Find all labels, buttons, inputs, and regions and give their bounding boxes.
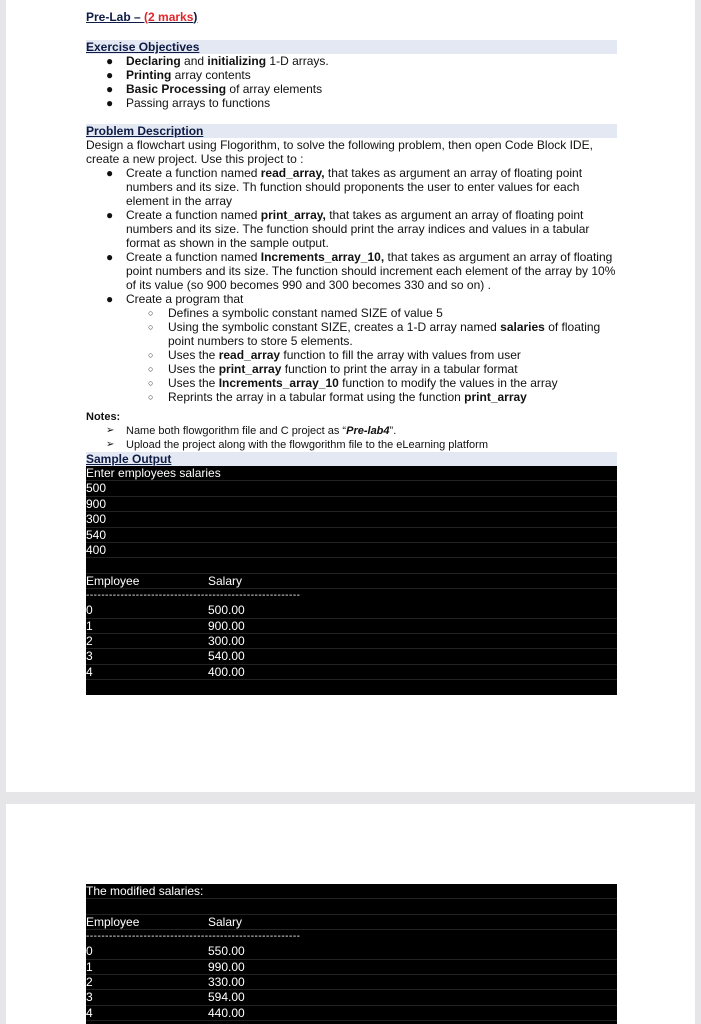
- problem-item: ● Create a function named Increments_array_10, that takes as argument an array of floating point numbers and its size. The function should increment each element of the array by 10% of its value (so 900 becomes 990 and 300 becomes 330 and so on) .: [106, 250, 616, 292]
- objective-item: ● Printing array contents: [106, 68, 251, 82]
- program-subitem: ○ Reprints the array in a tabular format using the function print_array: [148, 390, 527, 404]
- console-input: 900: [86, 497, 617, 512]
- notes-heading: Notes:: [86, 411, 121, 423]
- document-page-2: [6, 804, 695, 1024]
- objective-item: ● Basic Processing of array elements: [106, 82, 323, 96]
- page2-content: [86, 884, 617, 1024]
- modified-table-header: [86, 915, 617, 930]
- console-row: 4 400.00: [86, 665, 617, 680]
- modified-title: The modified salaries:: [86, 884, 617, 899]
- page1-content: [86, 10, 617, 695]
- problem-intro: Design a flowchart using Flogorithm, to solve the following problem, then open Code Block IDE, create a new project. Use this project to :: [86, 138, 593, 166]
- program-subitem: ○ Uses the read_array function to fill the array with values from user: [148, 348, 521, 362]
- prelab-close: ): [193, 10, 198, 24]
- objectives-list: [106, 54, 617, 110]
- console-divider: --------------------------------------------------------: [86, 931, 301, 943]
- console-input: 500: [86, 481, 617, 496]
- console-row: 1 900.00: [86, 619, 617, 634]
- problem-item: ● Create a function named read_array, that takes as argument an array of floating point numbers and its size. Th function should proponents the user to enter values for each element in the array: [106, 166, 583, 208]
- console-input: 300: [86, 512, 617, 527]
- console-row: 2 300.00: [86, 634, 617, 649]
- console-row: 3 594.00: [86, 990, 617, 1005]
- employee-column-header: Employee: [86, 914, 140, 929]
- note-item: ➢ Name both flowgorithm file and C project as “Pre-lab4”.: [106, 425, 397, 437]
- sample-output-heading: Sample Output: [86, 452, 617, 466]
- problem-item: ● Create a function named print_array, that takes as argument an array of floating point numbers and its size. The function should print the array indices and values in a tabular format as shown in the sample output.: [106, 208, 590, 250]
- console-row: 4 440.00: [86, 1006, 617, 1021]
- objective-item: ● Declaring and initializing 1-D arrays.: [106, 54, 329, 68]
- console-row: 2 330.00: [86, 975, 617, 990]
- objectives-heading: Exercise Objectives: [86, 40, 617, 54]
- console-row: 0 500.00: [86, 603, 617, 618]
- prelab-header: [86, 10, 617, 28]
- console-blank: [86, 899, 617, 914]
- console-input: 540: [86, 528, 617, 543]
- document-page-1: [6, 0, 695, 792]
- problem-item: ● Create a program that ○ Defines a symbolic constant named SIZE of value 5 ○ Using the symbolic constant SIZE, creates a 1-D array named salaries of floating point numbers to store 5 elements. ○ Uses the read_array function to fill the array with values from user ○ Uses the print_array function to print the array in a tabular format ○ Uses the Increments_array_10 function to modify the values in the array ○ Reprints the array in a tabular format using the function print_array: [106, 292, 617, 404]
- problem-heading: Problem Description: [86, 124, 617, 138]
- program-subitem: ○ Uses the print_array function to print the array in a tabular format: [148, 362, 518, 376]
- console-row: 3 540.00: [86, 649, 617, 664]
- prelab-title: Pre-Lab –: [86, 10, 145, 24]
- console-divider: --------------------------------------------------------: [86, 590, 301, 602]
- problem-list: [106, 166, 617, 404]
- note-item: ➢ Upload the project along with the flowgorithm file to the eLearning platform: [106, 439, 488, 451]
- employee-column-header: Employee: [86, 573, 140, 588]
- console-blank: [86, 558, 617, 573]
- sample-output-console: [86, 466, 617, 695]
- modified-output-console: [86, 884, 617, 1024]
- salary-column-header: Salary: [208, 914, 243, 929]
- program-sublist: [148, 306, 617, 404]
- console-row: 1 990.00: [86, 960, 617, 975]
- program-subitem: ○ Uses the Increments_array_10 function to modify the values in the array: [148, 376, 558, 390]
- program-subitem: ○ Using the symbolic constant SIZE, creates a 1-D array named salaries of floating point numbers to store 5 elements.: [148, 320, 601, 348]
- notes-list: [106, 424, 617, 452]
- console-table-header: [86, 574, 617, 589]
- console-input: 400: [86, 543, 617, 558]
- console-row: 0 550.00: [86, 944, 617, 959]
- objective-item: ● Passing arrays to functions: [106, 96, 271, 110]
- salary-column-header: Salary: [208, 573, 243, 588]
- prelab-marks: (2 marks: [144, 10, 194, 24]
- program-subitem: ○ Defines a symbolic constant named SIZE of value 5: [148, 306, 443, 320]
- console-prompt: Enter employees salaries: [86, 466, 617, 481]
